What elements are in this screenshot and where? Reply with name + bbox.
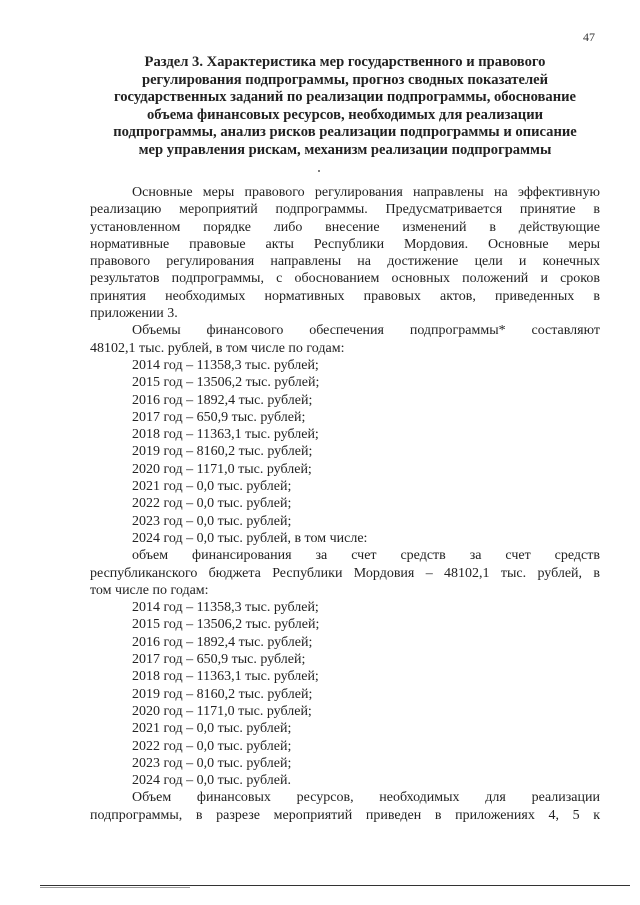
paragraph-line: реализацию мероприятий подпрограммы. Предусматривается принятие в xyxy=(90,202,600,218)
funding-year-item: 2016 год – 1892,4 тыс. рублей; xyxy=(132,634,313,650)
funding-year-item: 2022 год – 0,0 тыс. рублей; xyxy=(132,738,292,754)
funding-year-item: 2024 год – 0,0 тыс. рублей. xyxy=(132,773,291,789)
funding-year-item: 2020 год – 1171,0 тыс. рублей; xyxy=(132,461,312,477)
paragraph-line: подпрограммы, в разрезе мероприятий приведен в приложениях 4, 5 к xyxy=(90,807,600,823)
heading-line: регулирования подпрограммы, прогноз сводных показателей xyxy=(141,71,549,88)
funding-year-item: 2020 год – 1171,0 тыс. рублей; xyxy=(132,703,312,719)
funding-year-item: 2019 год – 8160,2 тыс. рублей; xyxy=(132,686,313,702)
funding-year-item: 2017 год – 650,9 тыс. рублей; xyxy=(132,652,306,668)
section-heading xyxy=(90,54,600,159)
footer-rule-secondary xyxy=(40,887,190,888)
paragraph-resources-appendix xyxy=(90,789,600,824)
republic-funding-by-year-list xyxy=(90,599,600,789)
footer-rule xyxy=(40,885,630,886)
paragraph-funding-volume xyxy=(90,322,600,357)
page-number: 47 xyxy=(583,30,595,44)
funding-year-item: 2019 год – 8160,2 тыс. рублей; xyxy=(132,444,313,460)
paragraph-legal-regulation xyxy=(90,184,600,322)
heading-line: мер управления рискам, механизм реализации подпрограммы xyxy=(138,141,552,158)
heading-line: государственных заданий по реализации подпрограммы, обоснование xyxy=(114,89,576,105)
funding-year-item: 2018 год – 11363,1 тыс. рублей; xyxy=(132,427,319,443)
funding-year-item: 2018 год – 11363,1 тыс. рублей; xyxy=(132,669,319,685)
paragraph-line: правового регулирования направлены на достижение цели и конечных xyxy=(90,254,600,270)
paragraph-line: том числе по годам: xyxy=(90,582,209,598)
paragraph-line: результатов подпрограммы, с обоснованием основных положений и сроков xyxy=(90,271,600,287)
paragraph-line: Объем финансовых ресурсов, необходимых для реализации xyxy=(132,790,600,806)
funding-year-item: 2014 год – 11358,3 тыс. рублей; xyxy=(132,357,319,373)
funding-year-item: 2022 год – 0,0 тыс. рублей; xyxy=(132,496,292,512)
heading-line: Раздел 3. Характеристика мер государственного и правового xyxy=(144,54,546,70)
paragraph-line: Основные меры правового регулирования направлены на эффективную xyxy=(132,185,600,200)
funding-year-item: 2021 год – 0,0 тыс. рублей; xyxy=(132,721,292,737)
paragraph-line: Объемы финансового обеспечения подпрограммы* составляют xyxy=(132,323,600,339)
funding-year-item: 2015 год – 13506,2 тыс. рублей; xyxy=(132,617,320,633)
stray-dot-mark xyxy=(318,170,320,172)
funding-by-year-list xyxy=(90,357,600,547)
paragraph-line: республиканского бюджета Республики Мордовия – 48102,1 тыс. рублей, в xyxy=(90,565,600,581)
funding-year-item: 2023 год – 0,0 тыс. рублей; xyxy=(132,513,292,529)
paragraph-line: принятия необходимых нормативных правовых актов, приведенных в xyxy=(90,288,600,304)
funding-year-item: 2024 год – 0,0 тыс. рублей, в том числе: xyxy=(132,530,368,546)
paragraph-line: нормативные правовые акты Республики Мордовия. Основные меры xyxy=(90,236,600,252)
funding-year-item: 2015 год – 13506,2 тыс. рублей; xyxy=(132,375,320,391)
funding-year-item: 2023 год – 0,0 тыс. рублей; xyxy=(132,755,292,771)
funding-year-item: 2021 год – 0,0 тыс. рублей; xyxy=(132,479,292,495)
funding-year-item: 2017 год – 650,9 тыс. рублей; xyxy=(132,409,306,425)
heading-line: подпрограммы, анализ рисков реализации подпрограммы и описание xyxy=(113,124,577,140)
paragraph-line: установленном порядке либо внесение изменений в действующие xyxy=(90,219,600,235)
funding-year-item: 2014 год – 11358,3 тыс. рублей; xyxy=(132,600,319,616)
paragraph-republic-budget xyxy=(90,547,600,599)
heading-line: объема финансовых ресурсов, необходимых для реализации xyxy=(146,106,544,123)
paragraph-line: 48102,1 тыс. рублей, в том числе по годам: xyxy=(90,340,345,356)
paragraph-line: объем финансирования за счет средств за счет средств xyxy=(132,548,600,564)
paragraph-line: приложении 3. xyxy=(90,306,178,322)
document-body xyxy=(90,184,600,824)
funding-year-item: 2016 год – 1892,4 тыс. рублей; xyxy=(132,392,313,408)
